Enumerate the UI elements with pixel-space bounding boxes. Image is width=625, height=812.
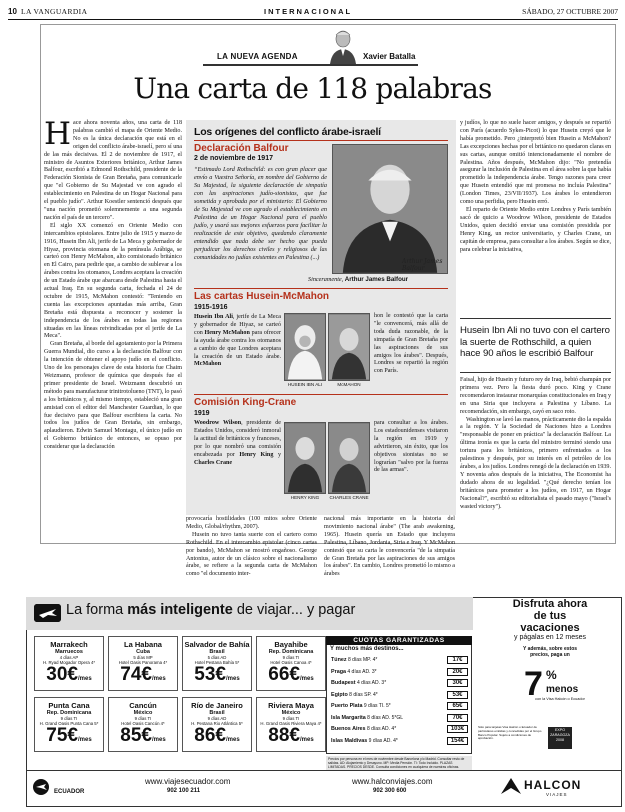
fee-destination: Isla Margarita — [331, 714, 366, 721]
drop-cap: H — [44, 116, 72, 152]
guaranteed-fee-row — [331, 701, 471, 711]
offer-duration: 9 días TI — [282, 716, 300, 721]
page-header — [8, 6, 618, 20]
fee-info: 8 días AD. 4* — [366, 726, 397, 732]
balfour-date: 2 de noviembre de 1917 — [194, 155, 273, 162]
husein-mcmahon-heading: Las cartas Husein-McMahon — [194, 291, 330, 302]
offer-city: Bayahibe — [274, 640, 308, 649]
article-column-3 — [324, 516, 455, 578]
sidebar-box — [186, 120, 456, 515]
author-portrait — [328, 26, 358, 64]
halcon-url[interactable]: www.halconviajes.com — [352, 777, 433, 786]
right-paragraph-4: Washington se lavó las manos, prácticamente dio la espalda a la región. Y la Sociedad de Naciones hizo a Londres "responsable de poner en práctica" la declaración Balfour. La última ironía es que la carta del ministro terminó siendo una tortura para los británicos, primero enfrentados a los palestinos y después, por su interés en el petróleo de los árabes, a los judíos. Londres renegó de la declaración en 1939. Y noventa años después de la iniciativa, The Economist ha dudado ahora de su legalidad. "¿Qué derecho tenían los británicos para prometer a los judíos, en 1917, un Hogar Nacional?", escribió su editorialista el pasado mayo ("Israel's wasted victory"). — [460, 416, 611, 510]
fee-price: 20€ — [447, 668, 468, 676]
offer-country: México — [133, 710, 153, 716]
guaranteed-fee-row — [331, 736, 471, 746]
right-paragraph-2: El reparto de Oriente Medio entre Londres y París también sacó de quicio a Woodrow Wilson, presidente de Estados Unidos, quien decidió enviar una comisión presidida por Henry King, un rector universitario, y Charles Crane, un capitán de empresa, para consultar a los árabes. Según se dice, para celebrar la iniciativa, — [460, 206, 611, 253]
column-rule — [203, 64, 418, 66]
guaranteed-fees-title: CUOTAS GARANTIZADAS — [326, 636, 472, 645]
offer-price-line — [109, 726, 177, 750]
balfour-signer: Arthur James Balfour — [344, 276, 409, 283]
lead-paragraph: ace ahora noventa años, una carta de 118 palabras cambió el mapa de Oriente Medio. No es la única declaración que está en el origen del conflicto árabe-israelí, pero sí una de las más decisivas. El 2 de noviembre de 1917, el ministro de Asuntos Exteriores británico, Arthur James Balfour, escribió a Edmond Rothschild, presidente de la Federación Sionista de Gran Bretaña, para comunicarle que "el Gobierno de Su Majestad ve con agrado el establecimiento en Palestina de un Hogar Nacional para el pueblo judío". Arthur Koestler sentenció después que "una nación prometió solemnemente a una segunda nación el país de un tercero". — [44, 120, 182, 221]
offer-price: 74€ — [120, 664, 152, 685]
article-column-5 — [460, 377, 611, 570]
husein-photo — [284, 313, 326, 381]
fee-price: 65€ — [447, 702, 468, 710]
right-paragraph-1: y judíos, lo que no suele hacer amigos, y después se repartió con París (acuerdo Sykes-Picot) lo que Husein creyó que le había prometido. Pero ¿interpretó bien Husein a McMahon? Las excepciones hechas por el británico no quedaron claras en sus cartas, aunque omitió intencionadamente el nombre de Palestina. Años después, McMahon dijo: "No pretendía asegurar la inclusión de Palestina en el área sobre la que había prometido la independencia árabe. Tengo razones para creer que Husein entendió que mi promesa no incluía Palestina" (London Times, 23/VII/1937). Los árabes lo entendieron como una perfidia, pero Husein erró. — [460, 120, 611, 206]
article-column-1 — [44, 116, 182, 524]
fee-info: 4 días AD. 3* — [347, 668, 377, 675]
fee-destination: Túnez — [331, 657, 347, 663]
article-column-2 — [186, 516, 317, 578]
king-crane-date: 1919 — [194, 410, 210, 417]
promo-extra: Y además, sobre estos precios, paga un — [522, 646, 578, 658]
guaranteed-fee-row — [331, 655, 471, 665]
offer-city: Río de Janeiro — [191, 701, 243, 710]
offer-price-unit: /mes — [300, 676, 314, 682]
offer-price-line — [183, 726, 251, 750]
offer-city: La Habana — [124, 640, 162, 649]
guaranteed-fee-row — [331, 713, 471, 723]
offer-city: Cancún — [129, 701, 157, 710]
offer-duration: 9 días TI — [282, 655, 300, 660]
offer-city: Riviera Maya — [268, 701, 314, 710]
offer-duration: 9 días TI — [134, 716, 152, 721]
offer-price-line — [35, 726, 103, 750]
guaranteed-fee-row — [331, 678, 471, 688]
fee-price: 154€ — [447, 737, 468, 745]
king-caption: HENRY KING — [290, 495, 320, 500]
card-condition: con la Visa Halcón o Ecuador — [535, 697, 585, 701]
fee-destination: Buenos Aires — [331, 726, 366, 732]
guaranteed-fees-subtitle: Y muchos más destinos... — [330, 646, 404, 652]
paragraph-2: El siglo XX comenzó en Oriente Medio con intercambios epistolares. Entre julio de 1915 y marzo de 1916, Husein Ibn Ali, jerife de La Meca y gobernador de Hiyaz, provincia otomana de la península Arábiga, se carteó con Henry McMahon, alto comisionado británico en El Cairo, para pedirle que, a cambio de sublevar a los árabes contra los otomanos, Londres aceptara la creación de un Estado árabe que abarcara desde Palestina hasta el actual Iraq. En su segunda carta, fechada el 24 de octubre de 1915, McMahon contestó: "Teniendo en cuenta las excepciones apuntadas más arriba, Gran Bretaña está dispuesta a reconocer y sostener la independencia de los árabes en todas las regiones situadas en las líneas reivindicadas por el jerife de La Meca". — [44, 222, 182, 340]
ad-headline: La forma más inteligente de viajar... y pagar — [66, 602, 356, 618]
fee-destination: Puerto Plata — [331, 703, 363, 709]
crane-caption: CHARLES CRANE — [329, 495, 369, 500]
paragraph-3: Gran Bretaña, al borde del agotamiento por la Primera Guerra Mundial, dio curso a la declaración Balfour con la intención de obtener el apoyo judío en el conflicto. Uno de los personajes clave de esta historia fue Chaim Weizmann, profesor de química que después fue el primer presidente de Israel. Weizmann descubrió un método para manufacturar trinitrotolueno (TNT), lo pasó a los británicos y, al mismo tiempo, estableció una gran amistad con el editor del Manchester Guardian, lo que fue decisivo para que Balfour escribiera la carta. No todos los judíos de Gran Bretaña, sin embargo, aplaudieron. Edwin Samuel Montagu, el único judío en el Gobierno británico de entonces, se opuso por considerar que la declaración — [44, 341, 182, 451]
king-crane-text-right: para consultar a los árabes. Los estadounidenses visitaron la región en 1919 y advirtieron, sin éxito, que los objetivos sionistas no se lograrían "salvo por la fuerza de las armas". — [374, 420, 448, 474]
offer-city: Marrakech — [50, 640, 88, 649]
fee-price: 30€ — [447, 679, 468, 687]
card-fine-print: Sólo para tarjetas Visa Halcón o Ecuador de particulares emitidas y concedidas por el Grupo Banco Popular. Sujeto a condiciones de aprobación. — [478, 725, 542, 741]
ecuador-phone: 902 100 211 — [167, 788, 201, 794]
expo-logo: EXPO ZARAGOZA 2008 — [548, 727, 572, 749]
halcon-sub: VIAJES — [546, 792, 568, 797]
halcon-bird-icon — [500, 776, 522, 796]
guaranteed-fee-row — [331, 724, 471, 734]
mid-paragraph-2: Husein no tuvo tanta suerte con el cartero como Rothschild. En el intercambio epistolar (cinco cartas por bando), McMahon se mostró engañoso. George Antonius, autor de un clásico sobre el nacionalismo árabe, se refiere a la segunda carta de McMahon como "el documento inter- — [186, 531, 317, 578]
discount-number: 7 — [524, 665, 543, 703]
offer-country: Cuba — [136, 649, 150, 655]
offer-card — [256, 636, 326, 691]
offer-price: 66€ — [268, 664, 300, 685]
promo-line-2: de tus — [533, 610, 567, 622]
offer-price-unit: /mes — [226, 676, 240, 682]
pull-quote-rule-top — [460, 318, 611, 319]
offer-hotel: H. Ryad Mogador Opera 4* — [42, 660, 96, 665]
percent-sign: % — [546, 668, 557, 682]
offer-price-unit: /mes — [226, 737, 240, 743]
right-paragraph-3: Faisal, hijo de Husein y futuro rey de Iraq, bebió champán por primera vez. Pero la fiesta duró poco. King y Crane recomendaron instaurar monarquías constitucionales en Iraq y en una Siria que incluyera a Palestina y Líbano. La recomendación, sin embargo, cayó en saco roto. — [460, 377, 611, 415]
balfour-autograph: Arthur James Balfour — [402, 258, 443, 272]
fee-destination: Egipto — [331, 691, 348, 698]
offer-duration: 9 días TI — [60, 716, 78, 721]
box-title: Los orígenes del conflicto árabe-israelí — [194, 126, 381, 138]
guaranteed-fee-row — [331, 690, 471, 700]
offer-country: Rep. Dominicana — [268, 649, 314, 655]
offer-price-unit: /mes — [152, 676, 166, 682]
installments-promo — [480, 598, 620, 658]
column-label: LA NUEVA AGENDA — [217, 52, 298, 61]
plane-logo-icon — [34, 604, 61, 622]
fee-price: 103€ — [447, 725, 468, 733]
ecuador-brand: ECUADOR — [54, 789, 85, 795]
husein-mcmahon-text: Husein Ibn Ali, jerife de La Meca y gobernador de Hiyaz, se carteó con Henry McMahon para ofrecer la ayuda árabe contra los otomanos a cambio de que Londres aceptara la creación de un Estado árabe. McMahon — [194, 314, 282, 368]
fee-price: 70€ — [447, 714, 468, 722]
king-photo — [284, 422, 326, 494]
offer-price-unit: /mes — [300, 737, 314, 743]
offer-hotel: Hotel Oasis Cancún 4* — [121, 721, 165, 726]
section-name: INTERNACIONAL — [264, 7, 353, 16]
fee-info: 4 días AD. 3* — [356, 680, 387, 686]
offer-country: Brasil — [209, 649, 225, 655]
offer-card — [108, 636, 178, 691]
price-conditions-note: Precios por persona en el mes de noviembre desde Barcelona y/o Madrid. Consultar resto de salidas. AD: Alojamiento y Desayuno. MP: Media Pensión. TI: Todo Incluido. PLAZAS LIMITADAS. PRECIOS DESDE. Consulta condiciones en cualquiera de nuestras oficinas. — [326, 756, 472, 770]
offer-price-line — [35, 665, 103, 689]
balfour-heading: Declaración Balfour — [194, 143, 289, 154]
fee-info: 8 días MP. 4* — [347, 657, 378, 663]
offer-price-line — [109, 665, 177, 689]
ad-footer-rule — [26, 770, 622, 771]
husein-mcmahon-text-right: hon le contestó que la carta "le convencerá, más allá de toda duda razonable, de la simpatía de Gran Bretaña por las aspiraciones de sus amigos los árabes". Después, Londres se repartió la región con París. — [374, 313, 448, 375]
author-name: Xavier Batalla — [363, 52, 416, 61]
fee-destination: Budapest — [331, 680, 356, 686]
mcmahon-photo — [328, 313, 370, 381]
offer-duration: 9 días AD — [207, 716, 227, 721]
offer-duration: 5 días AD — [207, 655, 227, 660]
discount-menos: menos — [546, 684, 579, 695]
offer-duration: 4 días AP — [59, 655, 79, 660]
offer-duration: 5 días MP — [133, 655, 153, 660]
box-rule-3 — [194, 394, 448, 395]
mid-paragraph-3: nacional más importante en la historia del movimiento nacional árabe" (The arab awakening, 1965). Husein quería un Estado que incluyera Palestina, Líbano, Jordania, Siria e Iraq. Y McMahon contestó que su carta le convencería "de la simpatía de Gran Bretaña por las aspiraciones de sus amigos los árabes". En cambio, Londres prometió lo mismo a árabes — [324, 516, 455, 578]
issue-date: SÁBADO, 27 OCTUBRE 2007 — [522, 7, 618, 16]
promo-line-1: Disfruta ahora — [512, 598, 588, 610]
ecuador-url[interactable]: www.viajesecuador.com — [145, 777, 231, 786]
offer-price: 53€ — [194, 664, 226, 685]
fee-info: 8 días AD. 5*GL — [367, 714, 404, 721]
crane-photo — [328, 422, 370, 494]
mcmahon-caption: McMAHON — [337, 382, 361, 387]
offer-hotel: Hotel Oasis Panorama 4* — [118, 660, 168, 665]
box-rule — [194, 140, 448, 141]
offer-card — [256, 697, 326, 752]
offer-price-unit: /mes — [78, 737, 92, 743]
offer-price-unit: /mes — [152, 737, 166, 743]
offer-hotel: H. Grand Oasis Riviera Maya 4* — [260, 721, 322, 726]
husein-caption: HUSEIN IBN ALI — [287, 382, 323, 387]
offer-country: Brasil — [209, 710, 225, 716]
fee-info: 9 días AD. 4* — [368, 737, 398, 744]
newspaper-name: LA VANGUARDIA — [21, 7, 88, 16]
husein-mcmahon-date: 1915-1916 — [194, 304, 228, 311]
offer-city: Punta Cana — [48, 701, 90, 710]
offer-card — [182, 697, 252, 752]
offer-country: Marruecos — [55, 649, 83, 655]
promo-line-4: y págalas en 12 meses — [514, 634, 586, 641]
offer-price: 75€ — [46, 725, 78, 746]
balfour-photo — [332, 144, 448, 274]
king-crane-text: Woodrow Wilson, presidente de Estados Unidos, consideró inmoral la actitud de británicos y franceses, por lo que nombró una comisión encabezada por Henry King y Charles Crane — [194, 420, 281, 466]
offer-card — [182, 636, 252, 691]
offer-hotel: Hotel Oasis Canoa 4* — [270, 660, 312, 665]
guaranteed-fee-row — [331, 667, 471, 677]
pull-quote-rule-bottom — [460, 372, 611, 373]
king-crane-heading: Comisión King-Crane — [194, 397, 297, 408]
offer-country: México — [281, 710, 301, 716]
offer-price: 30€ — [46, 664, 78, 685]
fee-price: 53€ — [447, 691, 468, 699]
offer-card — [34, 697, 104, 752]
fee-destination: Islas Maldivas — [331, 737, 368, 744]
offer-hotel: Hotel Pestana Bahía 5* — [194, 660, 240, 665]
offer-card — [34, 636, 104, 691]
fee-destination: Praga — [331, 668, 346, 675]
promo-line-3: vacaciones — [520, 622, 580, 634]
offer-price-line — [257, 665, 325, 689]
balfour-closing: Sinceramente, Arthur James Balfour — [308, 276, 409, 283]
balfour-quote: “Estimado Lord Rothschild: es con gran placer que envío a Vuestra Señoría, en nombre del Gobierno de Su Majestad, la siguiente declaración de simpatía con las aspiraciones judío-sionistas, que fue sometida y aprobada por el ministerio: El Gobierno de Su Majestad ve con agrado el establecimiento en Palestina de un Hogar Nacional para el pueblo judío, y usará sus mejores esfuerzos para facilitar la realización de este objetivo, quedando claramente entendido que nada debe ser hecho que pueda perjudicar los derechos civiles y religiosos de las comunidades no judías existentes en Palestina (...) — [194, 166, 327, 261]
offer-city: Salvador de Bahía — [184, 640, 250, 649]
headline: Una carta de 118 palabras — [133, 72, 492, 105]
page-number: 10 — [8, 7, 17, 16]
offer-price-line — [257, 726, 325, 750]
offer-price-line — [183, 665, 251, 689]
box-rule-2 — [194, 288, 448, 289]
offer-price: 85€ — [120, 725, 152, 746]
fee-info: 9 días TI. 5* — [363, 703, 391, 709]
offer-hotel: H. Grand Oasis Punta Cana 5* — [39, 721, 99, 726]
fee-info: 8 días SP. 4* — [349, 691, 378, 698]
offer-price-unit: /mes — [78, 676, 92, 682]
offer-price: 88€ — [268, 725, 300, 746]
offer-card — [108, 697, 178, 752]
pull-quote: Husein Ibn Ali no tuvo con el cartero la suerte de Rothschild, a quien hace 90 años le escribió Balfour — [460, 325, 610, 359]
article-column-4 — [460, 120, 611, 315]
halcon-phone: 902 300 600 — [373, 788, 407, 794]
mid-paragraph-1: provocaría hostilidades (100 mitos sobre Oriente Medio, Global/rhythm, 2007). — [186, 516, 317, 530]
halcon-brand: HALCON — [524, 778, 582, 792]
fee-price: 17€ — [447, 656, 468, 664]
offer-hotel: H. Pestana Rio Atlántica 5* — [191, 721, 243, 726]
offer-country: Rep. Dominicana — [46, 710, 92, 716]
offer-price: 86€ — [194, 725, 226, 746]
